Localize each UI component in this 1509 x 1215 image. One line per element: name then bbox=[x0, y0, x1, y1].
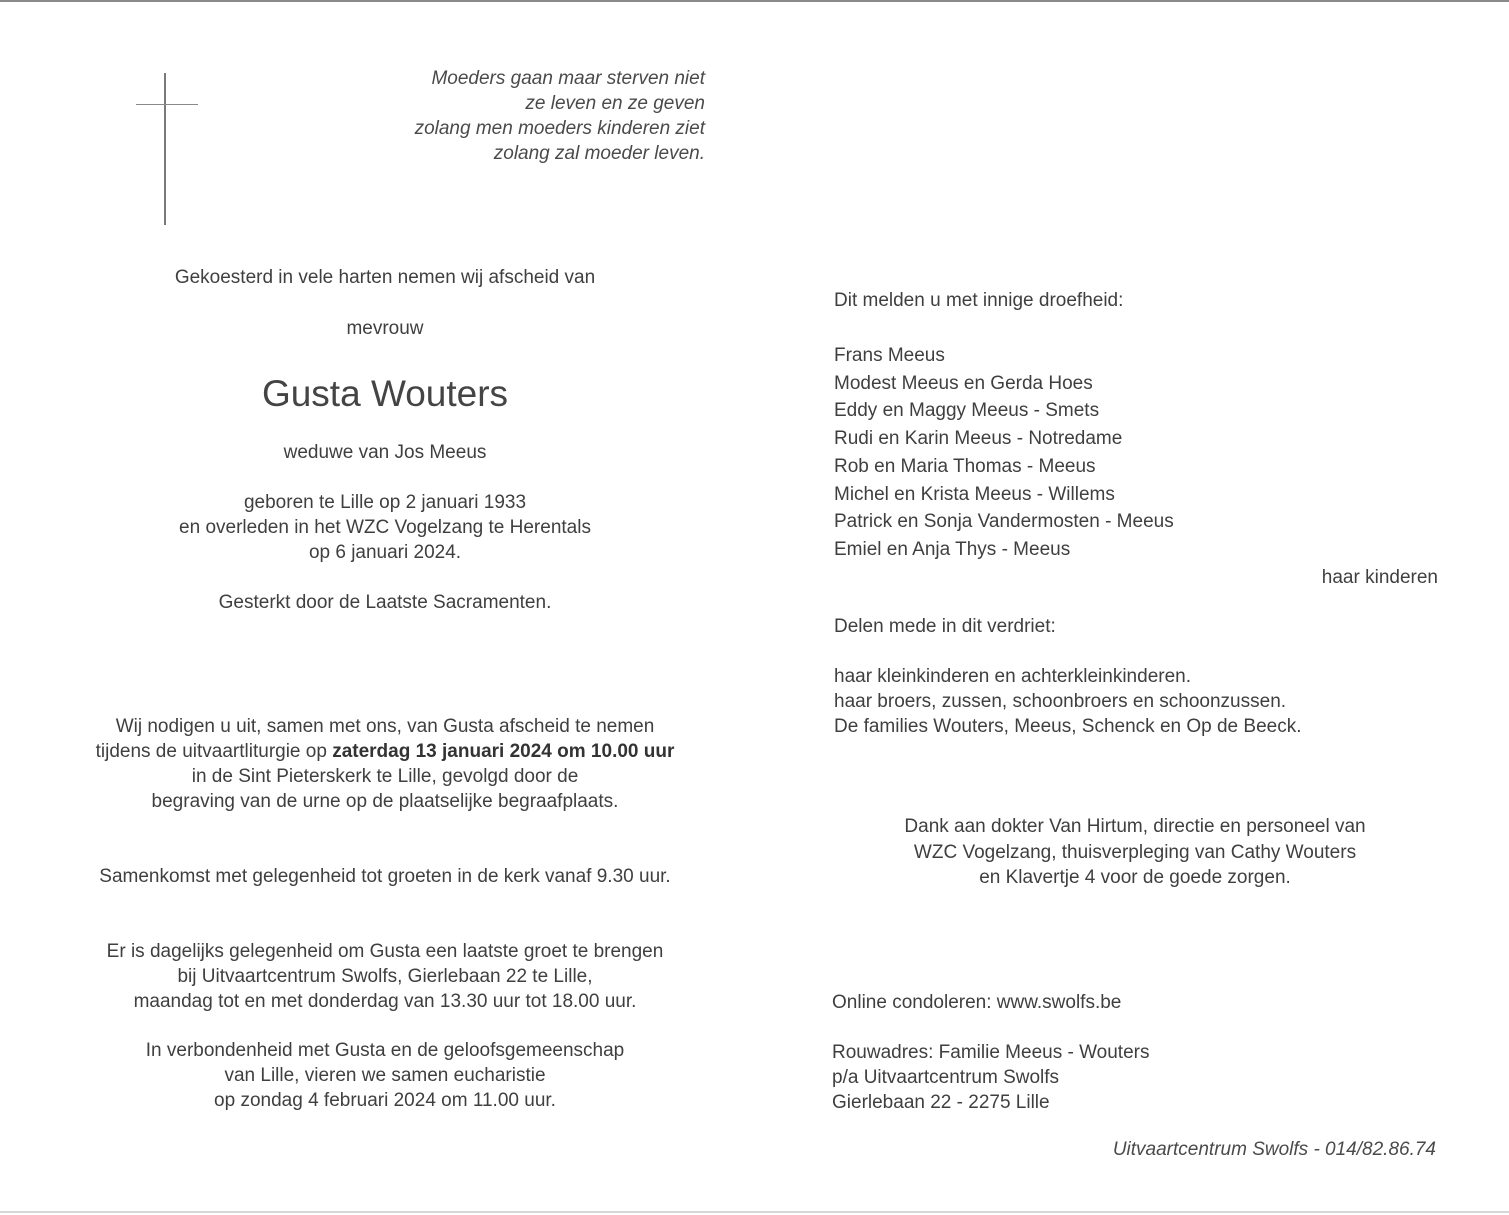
gathering-text: Samenkomst met gelegenheid tot groeten in de kerk vanaf 9.30 uur. bbox=[99, 866, 671, 887]
address-line: Gierlebaan 22 - 2275 Lille bbox=[832, 1092, 1050, 1113]
visitation-line: Er is dagelijks gelegenheid om Gusta een laatste groet te brengen bbox=[106, 941, 664, 962]
thanks-block bbox=[835, 814, 1435, 891]
cross-icon bbox=[136, 73, 198, 225]
eucharist-line: op zondag 4 februari 2024 om 11.00 uur. bbox=[214, 1090, 556, 1111]
list-item: Michel en Krista Meeus - Willems bbox=[834, 483, 1115, 505]
poem-line: Moeders gaan maar sterven niet bbox=[431, 68, 705, 89]
invitation-line: Wij nodigen u uit, samen met ons, van Gusta afscheid te nemen bbox=[115, 716, 655, 737]
children-list bbox=[834, 342, 1174, 564]
list-item: Emiel en Anja Thys - Meeus bbox=[834, 538, 1071, 560]
birth-death-details bbox=[40, 490, 730, 565]
list-item: De families Wouters, Meeus, Schenck en Op de Beeck. bbox=[834, 716, 1302, 737]
eucharist-line: van Lille, vieren we samen eucharistie bbox=[224, 1065, 546, 1086]
funeral-home-footer: Uitvaartcentrum Swolfs - 014/82.86.74 bbox=[1112, 1139, 1436, 1160]
poem bbox=[360, 66, 705, 166]
family-list bbox=[834, 664, 1301, 739]
list-item: haar kleinkinderen en achterkleinkinderen. bbox=[834, 666, 1192, 687]
poem-line: zolang zal moeder leven. bbox=[493, 143, 705, 164]
poem-line: zolang men moeders kinderen ziet bbox=[414, 118, 705, 139]
address-line: Rouwadres: Familie Meeus - Wouters bbox=[832, 1042, 1150, 1063]
list-item: Rudi en Karin Meeus - Notredame bbox=[834, 428, 1123, 450]
list-item: haar broers, zussen, schoonbroers en schoonzussen. bbox=[834, 691, 1287, 712]
eucharist-block bbox=[40, 1038, 730, 1113]
announcement-text: Dit melden u met innige droefheid: bbox=[834, 290, 1124, 311]
list-item: Patrick en Sonja Vandermosten - Meeus bbox=[834, 511, 1174, 533]
invitation-line: begraving van de urne op de plaatselijke begraafplaats. bbox=[151, 791, 619, 812]
invitation-liturgy-text: tijdens de uitvaartliturgie op bbox=[95, 741, 327, 762]
visitation-line: maandag tot en met donderdag van 13.30 uur tot 18.00 uur. bbox=[133, 991, 637, 1012]
address-line: p/a Uitvaartcentrum Swolfs bbox=[832, 1067, 1060, 1088]
widow-of: weduwe van Jos Meeus bbox=[283, 442, 487, 463]
thanks-line: Dank aan dokter Van Hirtum, directie en personeel van bbox=[904, 816, 1366, 837]
mourning-address bbox=[832, 1040, 1149, 1115]
children-label: haar kinderen bbox=[1321, 567, 1438, 588]
list-item: Frans Meeus bbox=[834, 345, 945, 366]
death-line: en overleden in het WZC Vogelzang te Herentals bbox=[179, 517, 591, 538]
honorific: mevrouw bbox=[346, 318, 424, 339]
birth-line: geboren te Lille op 2 januari 1933 bbox=[243, 492, 527, 513]
top-border-line bbox=[0, 0, 1509, 2]
thanks-line: en Klavertje 4 voor de goede zorgen. bbox=[979, 867, 1291, 888]
deceased-name: Gusta Wouters bbox=[261, 373, 509, 414]
invitation-line: in de Sint Pieterskerk te Lille, gevolgd door de bbox=[191, 766, 579, 787]
thanks-line: WZC Vogelzang, thuisverpleging van Cathy Wouters bbox=[913, 841, 1357, 863]
list-item: Eddy en Maggy Meeus - Smets bbox=[834, 400, 1100, 422]
invitation-line-liturgy bbox=[40, 739, 730, 764]
list-item: Modest Meeus en Gerda Hoes bbox=[834, 372, 1093, 394]
eucharist-line: In verbondenheid met Gusta en de geloofsgemeenschap bbox=[145, 1040, 625, 1061]
funeral-date-time: zaterdag 13 januari 2024 om 10.00 uur bbox=[332, 741, 675, 762]
sacraments-text: Gesterkt door de Laatste Sacramenten. bbox=[218, 592, 552, 613]
invitation-block bbox=[40, 714, 730, 814]
visitation-block bbox=[40, 939, 730, 1014]
share-grief-text: Delen mede in dit verdriet: bbox=[834, 616, 1056, 637]
bottom-border-line bbox=[0, 1211, 1509, 1213]
list-item: Rob en Maria Thomas - Meeus bbox=[834, 455, 1096, 477]
online-condolences: Online condoleren: www.swolfs.be bbox=[832, 992, 1122, 1013]
poem-line: ze leven en ze geven bbox=[525, 93, 705, 114]
death-date-line: op 6 januari 2024. bbox=[308, 542, 462, 563]
intro-text: Gekoesterd in vele harten nemen wij afscheid van bbox=[174, 267, 596, 288]
visitation-line: bij Uitvaartcentrum Swolfs, Gierlebaan 22 te Lille, bbox=[177, 966, 593, 987]
